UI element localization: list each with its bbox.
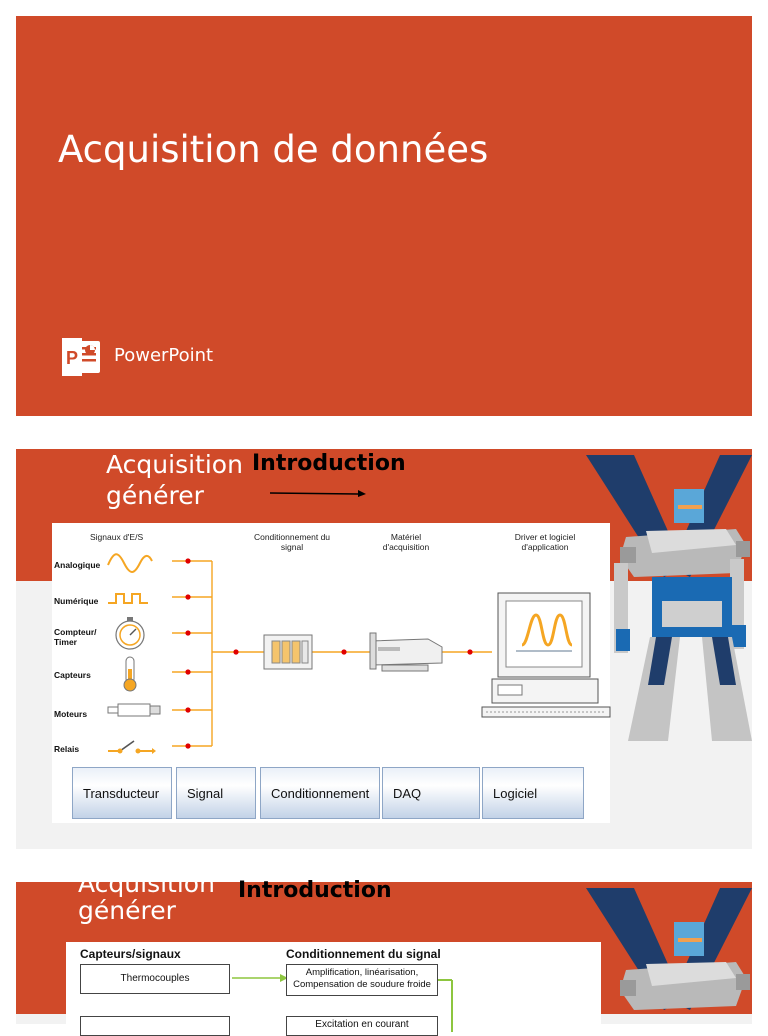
motor-icon xyxy=(108,704,160,716)
row-label-sensors: Capteurs xyxy=(54,670,91,680)
stage-transducer: Transducteur xyxy=(72,767,172,819)
header-sensors: Capteurs/signaux xyxy=(80,947,181,961)
hidden-title-line-2: générer xyxy=(106,481,204,510)
computer-icon xyxy=(482,593,610,717)
hidden-title-line-1: Acquisition xyxy=(106,450,243,479)
powerpoint-logo-letter: P xyxy=(65,348,79,368)
sensor-thermocouples: Thermocouples xyxy=(80,964,230,994)
header-driver: Driver et logiciel d'application xyxy=(514,532,576,552)
intro-heading: Introduction xyxy=(238,878,392,903)
sensor-box-partial xyxy=(80,1016,230,1036)
hidden-title-line-1: Acquisition xyxy=(78,869,215,898)
header-hardware: Matériel d'acquisition xyxy=(382,532,430,552)
app-label: PowerPoint xyxy=(114,345,214,366)
slide-2-thumbnail[interactable] xyxy=(16,449,752,849)
row-label-motors: Moteurs xyxy=(54,709,88,719)
row-label-analog: Analogique xyxy=(54,560,101,570)
daq-system-diagram xyxy=(52,523,610,823)
row-label-relays: Relais xyxy=(54,744,80,754)
arrow-right-icon xyxy=(266,487,370,499)
square-wave-icon xyxy=(108,594,148,603)
row-label-counter: Compteur/ Timer xyxy=(54,627,97,647)
stage-conditioning: Conditionnement xyxy=(260,767,380,819)
connector-line xyxy=(438,972,458,1032)
header-signals: Signaux d'E/S xyxy=(90,532,144,542)
slide-3-thumbnail[interactable] xyxy=(16,869,752,1030)
conditioning-current-excitation: Excitation en courant xyxy=(286,1016,438,1036)
signal-conditioner-icon xyxy=(264,635,312,669)
conditioning-diagram xyxy=(66,942,601,1030)
robot-illustration xyxy=(586,449,752,749)
daq-card-icon xyxy=(370,633,442,671)
intro-heading: Introduction xyxy=(252,451,406,476)
arrow-right-icon xyxy=(230,970,290,984)
stage-daq: DAQ xyxy=(382,767,480,819)
stopwatch-icon xyxy=(116,617,144,649)
relay-switch-icon xyxy=(108,741,156,754)
powerpoint-logo-icon xyxy=(60,338,102,376)
header-conditioning: Conditionnement du signal xyxy=(286,947,441,961)
stage-software: Logiciel xyxy=(482,767,584,819)
conditioning-amplification: Amplification, linéarisation, Compensation de soudure froide xyxy=(286,964,438,996)
sine-wave-icon xyxy=(108,554,152,572)
slide-1-thumbnail[interactable] xyxy=(16,16,752,416)
stage-signal: Signal xyxy=(176,767,256,819)
row-label-digital: Numérique xyxy=(54,596,99,606)
robot-illustration xyxy=(586,886,752,1026)
header-conditioning: Conditionnement du signal xyxy=(253,532,331,552)
slide-title: Acquisition de données xyxy=(58,128,489,171)
hidden-title-line-2: générer xyxy=(78,896,176,925)
thermometer-icon xyxy=(124,657,136,691)
